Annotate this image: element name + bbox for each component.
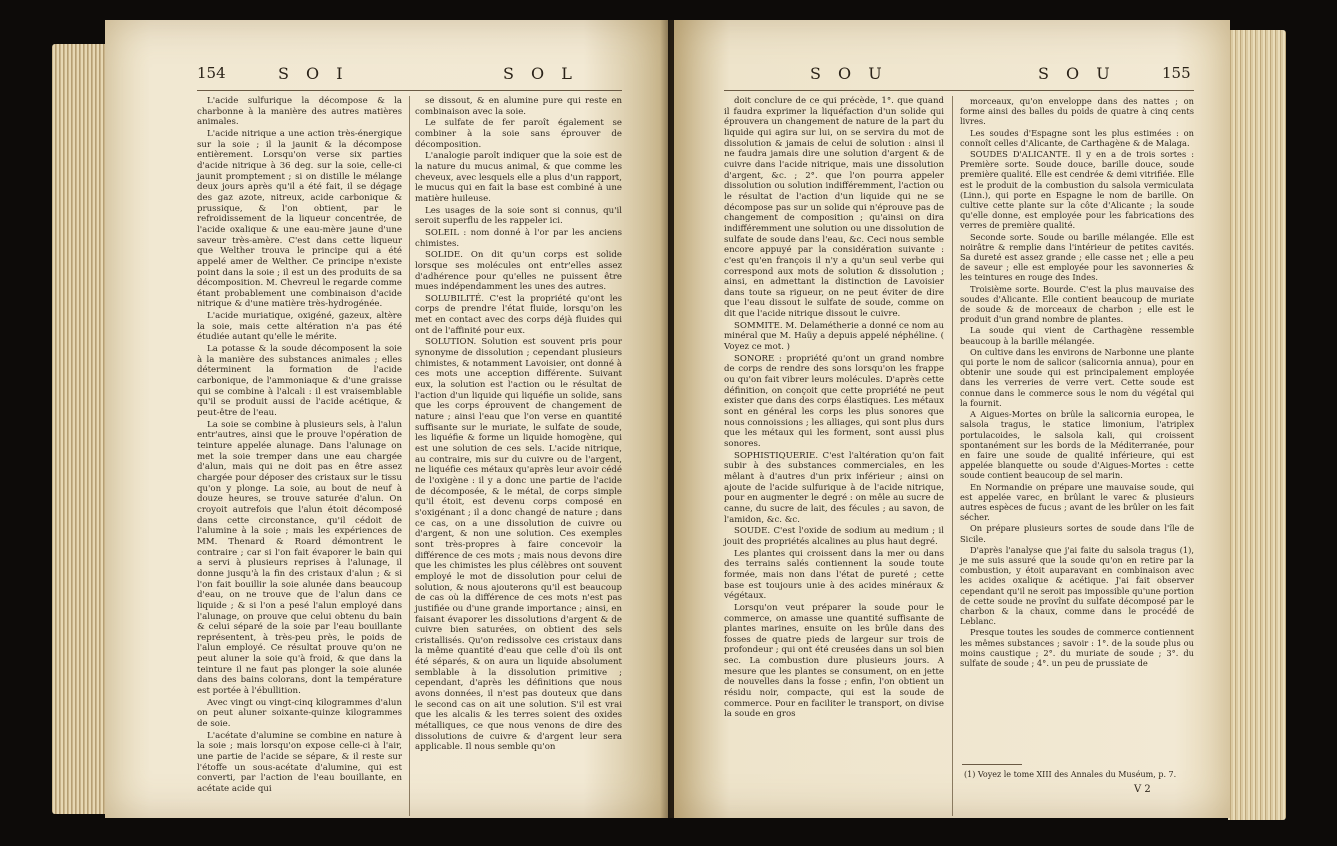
paragraph: A Aigues-Mortes on brûle la salicornia europea, le salsola tragus, le statice limonium, l'atriplex portulacoides, le salsola kali, qui croissent spontanément sur les bords de la Méditerranée, pour en faire une soude de qualité inférieure, qui est appelée blanquette ou soude d'Aigues-Mortes : cette soude contient beaucoup de sel marin. (960, 409, 1194, 481)
paragraph: La potasse & la soude décomposent la soie à la manière des substances animales ; elles déterminent la formation de l'acide carbonique, de l'ammoniaque & d'une graisse qui se combine à l'alcali : il est vraisemblable qu'il se produit aussi de l'acide acétique, & peut-être de l'eau. (197, 344, 402, 419)
entry-solution: SOLUTION. Solution est souvent pris pour synonyme de dissolution ; cependant plusieurs chimistes, & notamment Lavoisier, ont donné à ces mots une acception différente. Suivant eux, la solution est l'action ou le résultat de l'action d'un liquide qui liquéfie un solide, sans que les corps éprouvent de changement de nature ; ainsi l'eau que l'on verse en quantité suffisante sur le muriate, le sulfate de soude, les liquéfie & forme un liquide homogène, qui est une solution de ces sels. L'acide nitrique, au contraire, mis sur du cuivre ou de l'argent, ne liquéfie ces métaux qu'après leur avoir cédé de l'oxigène : il y a donc une partie de l'acide de décomposée, & le métal, de corps simple qu'il étoit, est devenu corps composé en s'oxigénant ; il a donc changé de nature ; dans ce cas, on a une dissolution de cuivre ou d'argent, & non une solution. Ces exemples sont très-propres à faire concevoir la différence de ces mots ; mais nous devons dire que les chimistes les plus célèbres ont souvent employé le mot de dissolution pour celui de solution, & nous ajouterons qu'il est beaucoup de cas où la différence de ces mots n'est pas justifiée ou d'une grande importance ; ainsi, en faisant évaporer les dissolutions d'argent & de cuivre bien saturées, on obtient des sels cristallisés. Qu'on redissolve ces cristaux dans la même quantité d'eau que celle d'où ils ont été séparés, & on aura un liquide absolument semblable à la dissolution primitive ; cependant, d'après les définitions que nous avons données, il n'est pas douteux que dans le second cas on ait une solution. S'il est vrai que les alcalis & les terres soient des oxides métalliques, ce que nous venons de dire des dissolutions de cuivre & d'argent leur sera applicable. Il nous semble qu'on (415, 337, 622, 753)
entry-soleil: SOLEIL : nom donné à l'or par les anciens chimistes. (415, 227, 622, 249)
text-column-1 (197, 96, 402, 796)
paragraph: Le sulfate de fer paroît également se combiner à la soie sans éprouver de décomposition. (415, 118, 622, 150)
paragraph: Seconde sorte. Soude ou barille mélangée. Elle est noirâtre & remplie dans l'intérieur de petites cavités. Sa dureté est assez grande ; elle casse net ; elle a peu de saveur ; elle est employée pour les savonneries & les teintures en rouge des Indes. (960, 231, 1194, 283)
running-head: S O U (810, 64, 888, 83)
paragraph: En Normandie on prépare une mauvaise soude, qui est appelée varec, en brûlant le varec & plusieurs autres espèces de fucus ; avant de les brûler on les fait sécher. (960, 481, 1194, 523)
footnote-rule (962, 764, 1022, 765)
paragraph: Avec vingt ou vingt-cinq kilogrammes d'alun on peut aluner soixante-quinze kilogrammes de soie. (197, 697, 402, 730)
paragraph: On cultive dans les environs de Narbonne une plante qui porte le nom de salicor (salicornia annua), pour en obtenir une soude qui est principalement employée dans les verreries de verre vert. Cette soude est connue dans le commerce sous le nom du végétal qui la fournit. (960, 346, 1194, 408)
signature-mark: V 2 (1134, 784, 1151, 795)
paragraph: se dissout, & en alumine pure qui reste en combinaison avec la soie. (415, 96, 622, 117)
entry-solide: SOLIDE. On dit qu'un corps est solide lorsque ses molécules ont entr'elles assez d'adhérence pour qu'elles ne puissent être mues indépendamment les unes des autres. (415, 250, 622, 293)
paragraph: L'acide nitrique a une action très-énergique sur la soie ; il la jaunit & la décompose entièrement. Lorsqu'on verse six parties d'acide nitrique à 36 deg. sur la soie, celle-ci jaunit promptement ; si on distille le mélange deux jours après qu'il a été fait, il se dégage des gaz azote, nitreux, acide carbonique & prussique, & l'on obtient, par le refroidissement de la liqueur concentrée, de l'acide oxalique & une eau-mère jaune d'une saveur très-amère. C'est dans cette liqueur que Welther trouva le principe qui a été appelé amer de Welther. Ce principe n'existe point dans la soie ; il est un des produits de sa décomposition. M. Chevreul le regarde comme étant probablement une combinaison d'acide nitrique & d'une matière très-hydrogénée. (197, 128, 402, 310)
paragraph: Les plantes qui croissent dans la mer ou dans des terrains salés contiennent la soude toute formée, mais non dans l'état de pureté ; cette base est toujours unie à des acides minéraux & végétaux. (724, 548, 944, 602)
paragraph: L'acétate d'alumine se combine en nature à la soie ; mais lorsqu'on expose celle-ci à l'air, une partie de l'acide se sépare, & il reste sur l'étoffe un sous-acétate d'alumine, qui est converti, par l'action de l'eau bouillante, en acétate acide qui (197, 730, 402, 794)
running-head: S O I (278, 64, 349, 83)
paragraph: On prépare plusieurs sortes de soude dans l'île de Sicile. (960, 523, 1194, 544)
footnote: (1) Voyez le tome XIII des Annales du Muséum, p. 7. (964, 770, 1177, 779)
left-page-edges (52, 44, 110, 814)
text-column-1 (724, 96, 944, 721)
header-rule (197, 90, 622, 91)
paragraph: doit conclure de ce qui précède, 1°. que quand il faudra exprimer la liquéfaction d'un solide qui éprouvera un changement de nature de la part du liquide qui agira sur lui, on se servira du mot de dissolution & jamais de celui de solution : ainsi il ne faudra jamais dire une solution d'argent & de cuivre dans l'acide nitrique, mais une dissolution d'argent, &c. ; 2°. que l'on pourra appeler dissolution ou solution indifféremment, l'action ou le résultat de l'action d'un liquide qui ne se décompose pas sur un solide qui n'éprouve pas de changement de composition ; qu'ainsi on dira indifféremment une solution ou une dissolution de sulfate de soude dans l'eau, &c. Ceci nous semble encore appuyé par la considération suivante : c'est qu'en françois il n'y a qu'un seul verbe qui correspond aux mots de solution & dissolution ; ainsi, en admettant la distinction de Lavoisier dans toute sa rigueur, on ne peut éviter de dire que l'eau dissout le sulfate de soude, comme on dit que l'acide nitrique dissout le cuivre. (724, 96, 944, 320)
running-head: S O U (1038, 64, 1116, 83)
paragraph: L'acide muriatique, oxigéné, gazeux, altère la soie, mais cette altération n'a pas été étudiée autant qu'elle le mérite. (197, 311, 402, 343)
entry-sommite: SOMMITE. M. Delamétherie a donné ce nom au minéral que M. Haüy a depuis appelé néphéline. ( Voyez ce mot. ) (724, 320, 944, 353)
page-number: 155 (1162, 64, 1191, 82)
text-column-2 (415, 96, 622, 754)
column-divider (952, 96, 953, 816)
paragraph: L'analogie paroît indiquer que la soie est de la nature du mucus animal, & que comme les cheveux, avec lesquels elle a plus d'un rapport, le mucus qui en fait la base est combiné à une matière huileuse. (415, 151, 622, 204)
left-page (105, 20, 668, 818)
running-head: S O L (503, 64, 578, 83)
paragraph: morceaux, qu'on enveloppe dans des nattes ; on forme ainsi des balles du poids de quatre à cinq cents livres. (960, 96, 1194, 127)
paragraph: Lorsqu'on veut préparer la soude pour le commerce, on amasse une quantité suffisante de plantes marines, ensuite on les brûle dans des fosses de quatre pieds de largeur sur trois de profondeur ; qui ont été creusées dans un sol bien sec. La combustion dure plusieurs jours. A mesure que les plantes se consument, on en jette de nouvelles dans la fosse ; enfin, l'on obtient un résidu noir, compacte, qui est la soude de commerce. Pour en faciliter le transport, on divise la soude en gros (724, 602, 944, 720)
right-page-edges (1228, 30, 1286, 820)
paragraph: La soie se combine à plusieurs sels, à l'alun entr'autres, ainsi que le prouve l'opération de teinture appelée alunage. Dans l'alunage on met la soie tremper dans une eau chargée d'alun, mais qui ne doit pas en être assez chargée pour déposer des cristaux sur le tissu qu'on y plonge. La soie, au bout de neuf à douze heures, se trouve saturée d'alun. On croyoit autrefois que l'alun étoit décomposé dans cette circonstance, qu'il cédoit de l'alumine à la soie ; mais les expériences de MM. Thenard & Roard démontrent le contraire ; car si l'on fait évaporer le bain qui a servi à plusieurs reprises à l'alunage, il donne jusqu'à la fin des cristaux d'alun ; & si l'on fait bouillir la soie alunée dans beaucoup d'eau, on ne trouve que de l'alun dans ce liquide ; & si l'on a pesé l'alun employé dans l'alunage, on prouve que celui obtenu du bain & celui séparé de la soie par l'eau bouillante représentent, à très-peu près, le poids de l'alun employé. Ce résultat prouve qu'on ne peut aluner la soie qu'à froid, & que dans la teinture il ne faut pas plonger la soie alunée dans des bains colorans, dont la température est portée à l'ébullition. (197, 419, 402, 697)
paragraph: Les soudes d'Espagne sont les plus estimées : on connoît celles d'Alicante, de Carthagène & de Malaga. (960, 127, 1194, 148)
text-column-2 (960, 96, 1194, 669)
paragraph: D'après l'analyse que j'ai faite du salsola tragus (1), je me suis assuré que la soude qu'on en retire par la combustion, y étoit auparavant en combinaison avec les acides oxalique & acétique. J'ai fait observer cependant qu'il ne seroit pas impossible qu'une portion de cette soude ne provînt du sulfate décomposé par le charbon & la chaux, comme dans le procédé de Leblanc. (960, 544, 1194, 627)
header-rule (724, 90, 1194, 91)
entry-sophistiquerie: SOPHISTIQUERIE. C'est l'altération qu'on fait subir à des substances commerciales, en les mêlant à d'autres d'un prix inférieur ; ainsi on ajoute de l'acide sulfurique à de l'acide nitrique, pour en augmenter le degré : on mêle au sucre de canne, du sucre de lait, des fécules ; au savon, de l'amidon, &c. &c. (724, 450, 944, 525)
paragraph: Les usages de la soie sont si connus, qu'il seroit superflu de les rappeler ici. (415, 205, 622, 227)
right-page (674, 20, 1230, 818)
paragraph: Troisième sorte. Bourde. C'est la plus mauvaise des soudes d'Alicante. Elle contient beaucoup de muriate de soude & de morceaux de charbon ; elle est le produit d'un grand nombre de plantes. (960, 283, 1194, 325)
column-divider (409, 96, 410, 816)
paragraph: La soude qui vient de Carthagène ressemble beaucoup à la barille mélangée. (960, 325, 1194, 346)
paragraph: L'acide sulfurique la décompose & la charbonne à la manière des autres matières animales. (197, 96, 402, 128)
entry-sonore: SONORE : propriété qu'ont un grand nombre de corps de rendre des sons lorsqu'on les frappe ou qu'on fait vibrer leurs molécules. D'après cette définition, on conçoit que cette propriété ne peut exister que dans des corps élastiques. Les métaux sont en général les corps les plus sonores que nous connoissions ; les alliages, qui sont plus durs que les métaux qui les forment, sont aussi plus sonores. (724, 353, 944, 449)
paragraph: Presque toutes les soudes de commerce contiennent les mêmes substances ; savoir : 1°. de la soude plus ou moins caustique ; 2°. du muriate de soude ; 3°. du sulfate de soude ; 4°. un peu de prussiate de (960, 627, 1194, 668)
entry-soudes-alicante: SOUDES D'ALICANTE. Il y en a de trois sortes : Première sorte. Soude douce, barille douce, soude première qualité. Elle est cendrée & demi vitrifiée. Elle est le produit de la combustion du salsola vermiculata (Linn.), qui porte en Espagne le nom de barille. On cultive cette plante sur la côte d'Alicante ; la soude qu'elle donne, est employée pour les fabrications des verres de première qualité. (960, 149, 1194, 231)
entry-soude: SOUDE. C'est l'oxide de sodium au medium ; il jouit des propriétés alcalines au plus haut degré. (724, 526, 944, 547)
entry-solubilite: SOLUBILITÉ. C'est la propriété qu'ont les corps de prendre l'état fluide, lorsqu'on les met en contact avec des corps déjà fluides qui ont de l'affinité pour eux. (415, 293, 622, 336)
page-number: 154 (197, 64, 226, 82)
